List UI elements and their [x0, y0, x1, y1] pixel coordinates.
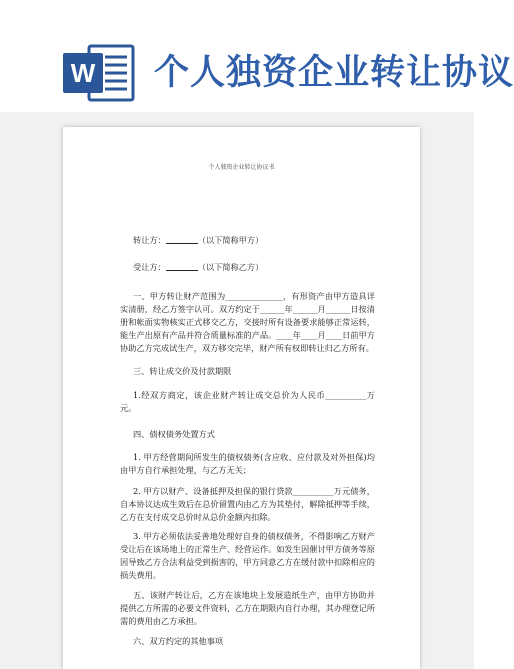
transferee-label: 受让方： [133, 262, 166, 272]
transferor-line [133, 234, 388, 247]
clause-3-item-1: 1.经双方商定，该企业财产转让成交总价为人民币__________万元。 [120, 390, 375, 413]
transferor-label: 转让方： [133, 235, 166, 245]
transferor-note: （以下简称甲方） [197, 235, 264, 245]
banner [0, 0, 514, 112]
word-document-icon [63, 43, 135, 103]
clause-3-heading: 三、转让成交价及付款期限 [133, 366, 232, 376]
transferee-note: （以下简称乙方） [197, 262, 264, 272]
page-title: 个人独资企业转让协议 [154, 53, 514, 93]
document-heading: 个人独资企业转让协议书 [208, 164, 275, 171]
clause-4-item-1: 1. 甲方经营期间所发生的债权债务(含应收、应付款及对外担保)均由甲方自行承担处理，与乙方无关； [120, 452, 375, 475]
clause-4-item-2: 2. 甲方以财产、设备抵押及担保的银行贷款__________万元债务，自本协议达成生效后在总价留置内由乙方为其垫付，解除抵押等手续，乙方在支付成交总价时从总价金额内扣除。 [120, 486, 375, 522]
clause-6-heading: 六、双方约定的其他事项 [133, 636, 224, 646]
transferee-line [133, 261, 388, 274]
transferee-blank [166, 261, 198, 271]
word-logo-letter: W [70, 58, 96, 88]
clause-4-item-3: 3. 甲方必须依法妥善地处理好自身的债权债务，不得影响乙方财产受让后在该场地上的正常生产、经营运作。如发生因催讨甲方债务等原因导致乙方合法利益受到损害的，甲方同意乙方在缓付款中扣除相应的损失费用。 [120, 531, 375, 580]
transferor-blank [166, 234, 198, 244]
clause-4-heading: 四、债权债务处置方式 [133, 429, 215, 439]
document-page [63, 127, 420, 669]
clause-1: 一、甲方转让财产范围为______________，有形资产由甲方造具详实清册，经乙方签字认可。双方约定于______年______月______日按清册和帐面实物核实正式移交乙方，交接时所有设备要求能够正常运转，能生产出原有产品并符合质量标准的产品。____年____月____日前甲方协助乙方完成试生产，双方移交完毕，财产所有权即转让归乙方所有。 [120, 291, 375, 353]
clause-5: 五、该财产转让后，乙方在该地块上发展造纸生产，由甲方协助并提供乙方所需的必要文件资料，乙方在期限内自行办理，其办理登记所需的费用由乙方承担。 [120, 590, 375, 626]
